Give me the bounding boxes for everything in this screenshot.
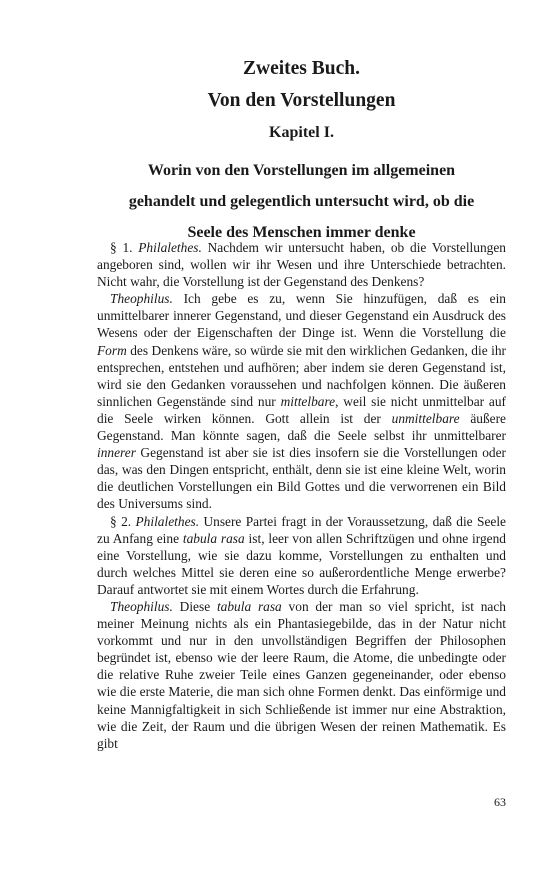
chapter-title: Kapitel I.: [269, 124, 334, 141]
italic-run: tabula rasa: [182, 530, 245, 546]
text-run: Ich gebe es zu, wenn Sie hinzufügen, daß es ein unmittelbarer innerer Gegenstand, und dieser Gegenstand ein Ausdruck des Wesens oder der Eigenschaften der Dinge ist. Wenn die Vorstellung die: [97, 291, 506, 341]
text-run: ist, leer von allen Schriftzügen und ohne irgend eine Vorstellung, wie sie dazu komme, Vorstellungen zu enthalten und durch welches Mittel sie deren eine so außerordentliche Menge erwerbe? Darauf antwortet sie mit einem Wortes durch die Erfahrung.: [97, 530, 506, 597]
chapter-heading-line: gehandelt und gelegentlich untersucht wird, ob die: [128, 193, 475, 210]
paragraph: [97, 598, 506, 752]
italic-run: tabula rasa: [216, 598, 282, 614]
italic-run: Theophilus.: [110, 291, 173, 307]
chapter-heading: [97, 155, 506, 248]
text-run: § 1.: [110, 240, 139, 255]
chapter-heading-line: Seele des Menschen immer denke: [187, 224, 416, 241]
page-number: 63: [494, 795, 506, 809]
text-run: des Denkens wäre, so würde sie mit den wirklichen Gedanken, die ihr entsprechen, entstehen und aufhören; aber indem sie deren Gegenstand ist, wird sie den Gedanken voraussehen und nachfolgen können. Die äußeren sinnlichen Gegenstände sind nur: [97, 342, 506, 409]
italic-run: Theophilus.: [110, 598, 173, 614]
text-run: Unsere Partei fragt in der Voraussetzung, daß die Seele zu Anfang eine: [97, 513, 506, 546]
text-run: Gegenstand ist aber sie ist dies insofern sie die Vorstellungen oder das, was den Dingen entspricht, enthält, denn sie ist eine kleine Welt, worin die deutlichen Vorstellungen ein Bild Gottes und die verworrenen ein Bild des Universums sind.: [97, 445, 506, 512]
italic-run: Form: [97, 342, 127, 358]
body-text: [97, 239, 506, 752]
italic-run: mittelbare: [280, 393, 336, 409]
paragraph: [97, 239, 506, 290]
italic-run: Philalethes.: [138, 240, 202, 255]
chapter-heading-line: Worin von den Vorstellungen im allgemeinen: [147, 162, 456, 179]
italic-run: unmittelbare: [391, 410, 460, 426]
paragraph: [97, 513, 506, 598]
book-subtitle: Von den Vorstellungen: [207, 90, 396, 111]
text-run: von der man so viel spricht, ist nach meiner Meinung nichts als ein Phantasiegebilde, das in der Natur nicht vorkommt und nur in den unvollständigen Begriffen der Philosophen begründet ist, ebenso wie der leere Raum, die Atome, die unbedingte oder die relative Ruhe zweier Teile eines Ganzen gegeneinander, oder ebenso wie die erste Materie, die man sich ohne Formen denkt. Das einförmige und keine Mannigfaltigkeit in sich Schließende ist immer nur eine Abstraktion, wie die Zeit, der Raum und die übrigen Wesen der reinen Mathematik. Es gibt: [97, 598, 506, 751]
text-run: , weil sie nicht unmittelbar auf die Seele wirken können. Gott allein ist der: [97, 393, 506, 426]
book-title: Zweites Buch.: [243, 58, 360, 79]
text-run: § 2.: [110, 513, 136, 529]
text-run: äußere Gegenstand. Man könnte sagen, daß die Seele selbst ihr unmittelbarer: [97, 410, 506, 444]
paragraph: [97, 290, 506, 512]
book-page: [97, 0, 506, 880]
italic-run: Philalethes.: [135, 513, 200, 529]
italic-run: innerer: [97, 445, 136, 461]
text-run: Diese: [172, 598, 217, 614]
text-run: Nachdem wir untersucht haben, ob die Vorstellungen angeboren sind, wollen wir ihr Wesen und ihre Unterschiede betrachten. Nicht wahr, die Vorstellung ist der Gegenstand des Denkens?: [97, 240, 506, 290]
